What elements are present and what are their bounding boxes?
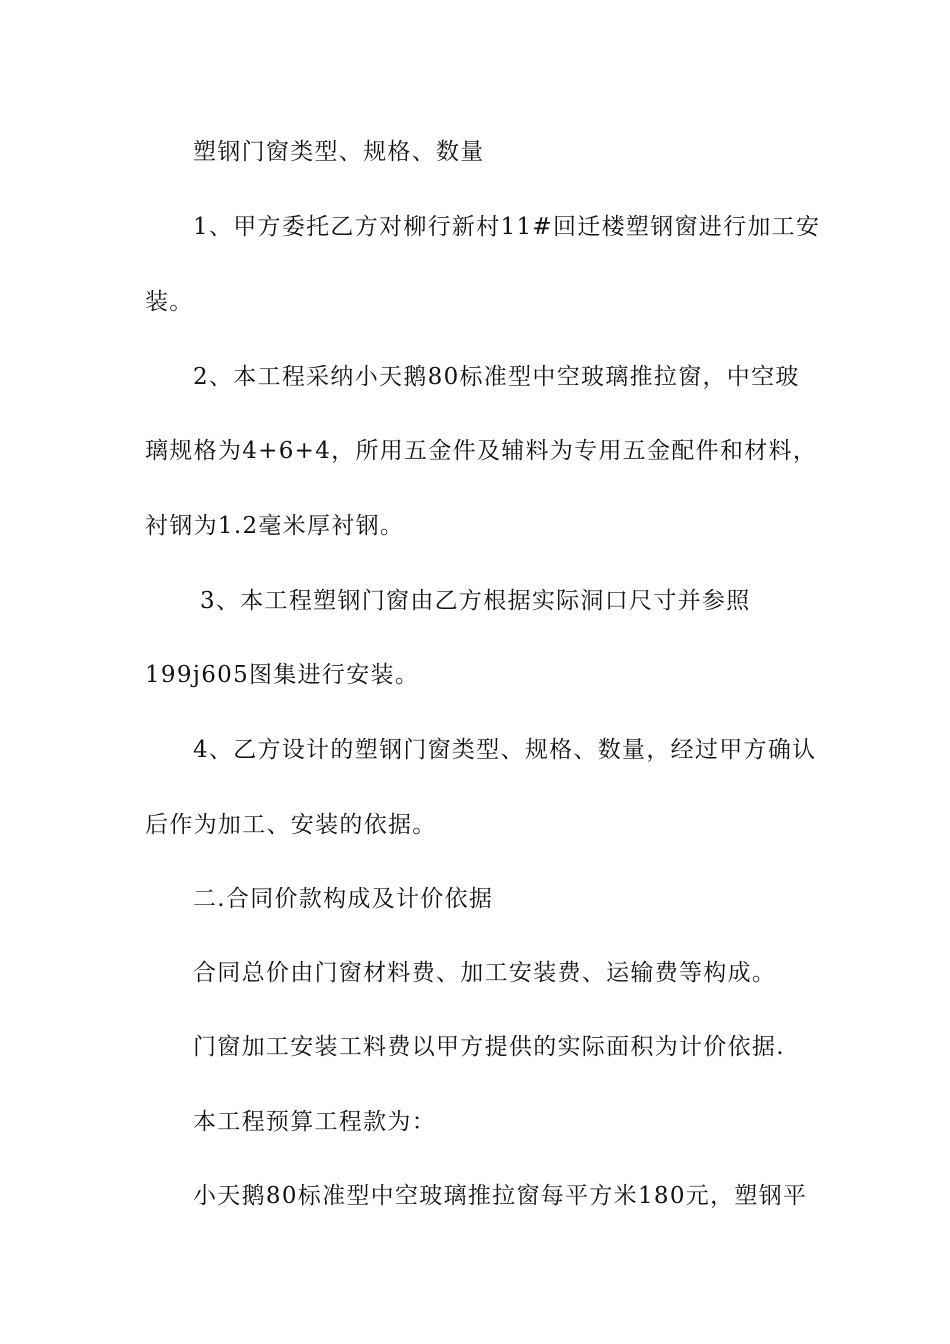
clause-3-line-1: 3、本工程塑钢门窗由乙方根据实际洞口尺寸并参照: [200, 588, 751, 614]
budget-heading: 本工程预算工程款为：: [193, 1109, 436, 1135]
pricing-basis-text: 门窗加工安装工料费以甲方提供的实际面积为计价依据.: [193, 1034, 785, 1060]
section-heading: 塑钢门窗类型、规格、数量: [193, 139, 485, 165]
clause-1-line-2: 装。: [145, 289, 194, 315]
clause-2-line-1: 2、本工程采纳小天鹅80标准型中空玻璃推拉窗，中空玻: [193, 364, 800, 390]
contract-total-price-text: 合同总价由门窗材料费、加工安装费、运输费等构成。: [193, 960, 777, 986]
clause-1-line-1: 1、甲方委托乙方对柳行新村11#回迁楼塑钢窗进行加工安: [193, 214, 821, 240]
clause-3-line-2: 199j605图集进行安装。: [145, 662, 420, 688]
clause-2-line-2: 璃规格为4+6+4，所用五金件及辅料为专用五金配件和材料，: [145, 438, 818, 464]
section-two-heading: 二.合同价款构成及计价依据: [193, 886, 494, 912]
unit-price-line: 小天鹅80标准型中空玻璃推拉窗每平方米180元，塑钢平: [193, 1183, 808, 1209]
clause-2-line-3: 衬钢为1.2毫米厚衬钢。: [145, 513, 405, 539]
clause-4-line-1: 4、乙方设计的塑钢门窗类型、规格、数量，经过甲方确认: [193, 737, 817, 763]
clause-4-line-2: 后作为加工、安装的依据。: [145, 812, 437, 838]
